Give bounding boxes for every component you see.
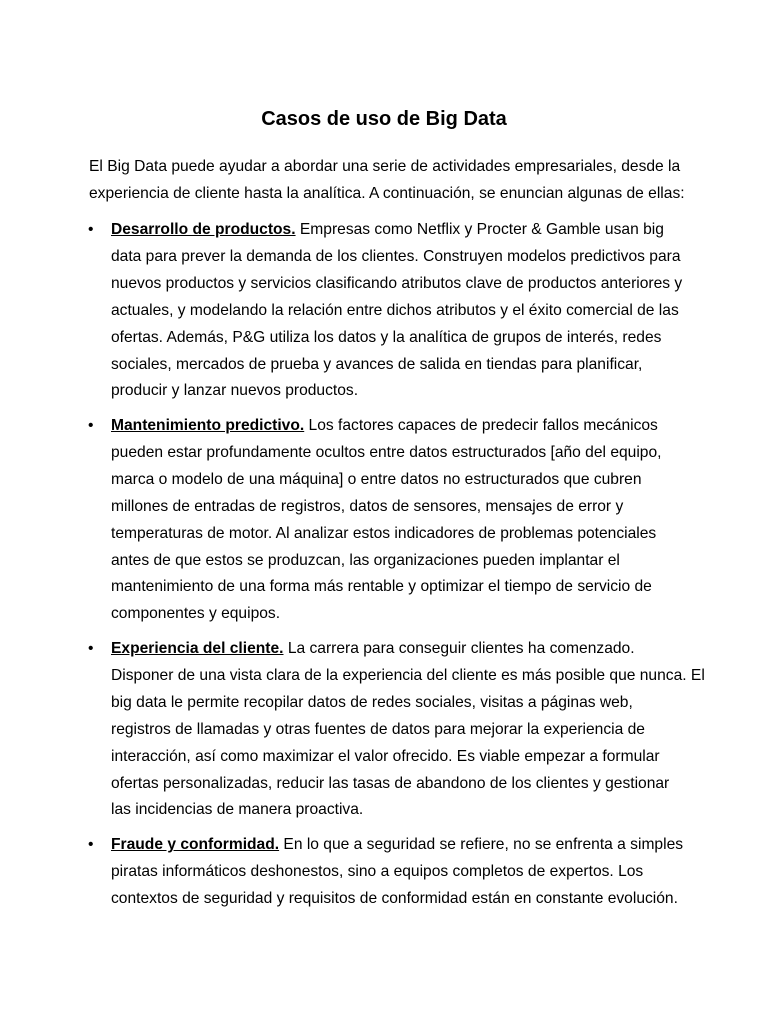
list-item-text: Empresas como Netflix y Procter & Gamble usan big — [295, 221, 664, 238]
list-item-heading: Fraude y conformidad. — [111, 836, 280, 853]
list-item — [88, 832, 691, 913]
list-item-first-line — [111, 832, 691, 859]
list-item-heading: Desarrollo de productos. — [111, 221, 296, 238]
list-item-text: Los factores capaces de predecir fallos mecánicos — [304, 417, 658, 434]
list-item-line: pueden estar profundamente ocultos entre datos estructurados [año del equipo, — [111, 443, 662, 461]
intro-line: experiencia de cliente hasta la analítica. A continuación, se enuncian algunas de ellas: — [89, 184, 685, 202]
list-item-first-line — [111, 217, 691, 244]
list-item-line: ofertas. Además, P&G utiliza los datos y la analítica de grupos de interés, redes — [111, 328, 662, 346]
bullet-icon: • — [88, 417, 94, 434]
list-item-line: nuevos productos y servicios clasificando atributos clave de productos anteriores y — [111, 274, 683, 292]
list-item — [88, 636, 705, 824]
list-item-line: piratas informáticos deshonestos, sino a equipos completos de expertos. Los — [111, 862, 644, 880]
list-item-line: interacción, así como maximizar el valor ofrecido. Es viable empezar a formular — [111, 747, 660, 765]
document-title: Casos de uso de Big Data — [261, 108, 507, 130]
list-item-text: La carrera para conseguir clientes ha comenzado. — [283, 640, 635, 657]
intro-paragraph — [89, 154, 689, 207]
list-item-heading: Mantenimiento predictivo. — [111, 417, 305, 434]
list-item-text: En lo que a seguridad se refiere, no se enfrenta a simples — [279, 836, 684, 853]
list-item-line: Disponer de una vista clara de la experiencia del cliente es más posible que nunca. El — [111, 666, 705, 684]
list-item-line: data para prever la demanda de los clientes. Construyen modelos predictivos para — [111, 247, 681, 265]
list-item-line: antes de que estos se produzcan, las organizaciones pueden implantar el — [111, 551, 620, 569]
list-item-line: producir y lanzar nuevos productos. — [111, 382, 359, 400]
list-item-first-line — [111, 413, 691, 440]
list-item-line: millones de entradas de registros, datos de sensores, mensajes de error y — [111, 497, 624, 515]
list-item-line: marca o modelo de una máquina] o entre datos no estructurados que cubren — [111, 470, 642, 488]
intro-line: El Big Data puede ayudar a abordar una serie de actividades empresariales, desde la — [89, 158, 681, 175]
list-item-heading: Experiencia del cliente. — [111, 640, 284, 657]
bullet-icon: • — [88, 836, 94, 853]
list-item-line: ofertas personalizadas, reducir las tasas de abandono de los clientes y gestionar — [111, 774, 670, 792]
list-item-line: contextos de seguridad y requisitos de conformidad están en constante evolución. — [111, 889, 678, 907]
list-item-line: temperaturas de motor. Al analizar estos indicadores de problemas potenciales — [111, 524, 657, 542]
list-item-line: las incidencias de manera proactiva. — [111, 801, 364, 819]
bullet-icon: • — [88, 640, 94, 657]
list-item — [88, 413, 691, 628]
list-item-line: actuales, y modelando la relación entre dichos atributos y el éxito comercial de las — [111, 301, 679, 319]
list-item-line: big data le permite recopilar datos de redes sociales, visitas a páginas web, — [111, 693, 633, 711]
bullet-icon: • — [88, 221, 94, 238]
list-item — [88, 217, 691, 405]
list-item-line: componentes y equipos. — [111, 605, 281, 623]
list-item-line: sociales, mercados de prueba y avances de salida en tiendas para planificar, — [111, 355, 643, 373]
list-item-line: mantenimiento de una forma más rentable y optimizar el tiempo de servicio de — [111, 578, 652, 596]
list-item-line: registros de llamadas y otras fuentes de datos para mejorar la experiencia de — [111, 720, 645, 738]
list-item-first-line — [111, 636, 691, 663]
